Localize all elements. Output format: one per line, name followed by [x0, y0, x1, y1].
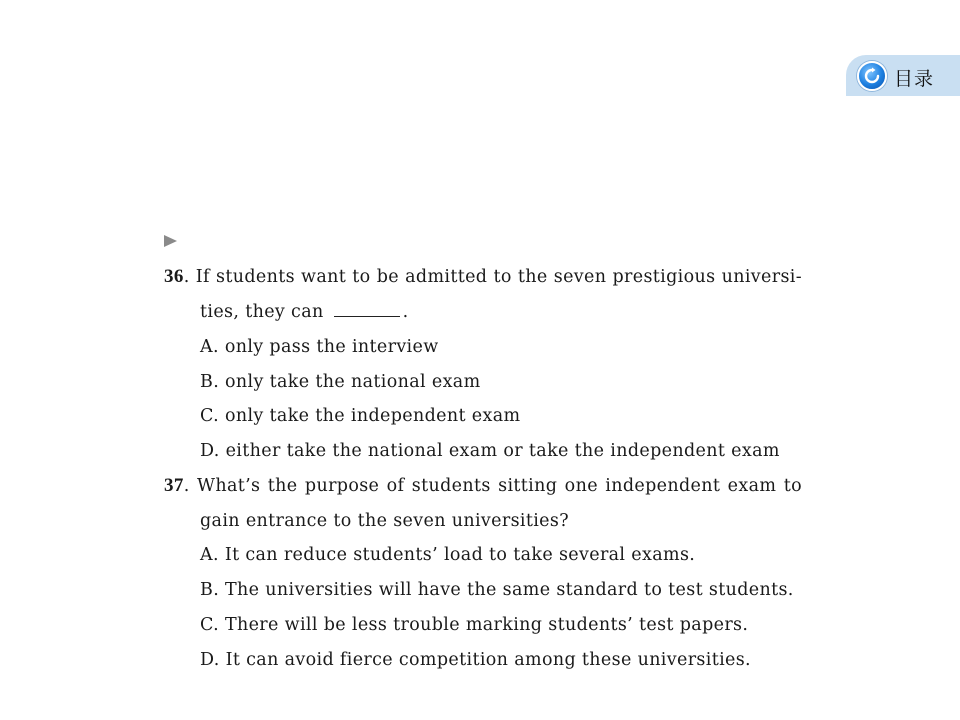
option-36-d: D. either take the national exam or take the independent exam — [200, 441, 780, 461]
option-37-a: A. It can reduce students’ load to take several exams. — [200, 545, 696, 565]
question-37-stem-line-2: gain entrance to the seven universities? — [200, 511, 569, 531]
toc-button[interactable] — [846, 55, 960, 96]
question-text: . What’s the purpose of students sitting one independent exam to — [183, 476, 802, 496]
question-number: 37 — [164, 475, 184, 496]
question-text: . If students want to be admitted to the seven prestigious universi- — [183, 267, 802, 287]
option-36-b: B. only take the national exam — [200, 372, 481, 392]
option-37-b: B. The universities will have the same standard to test students. — [200, 580, 794, 600]
option-36-c: C. only take the independent exam — [200, 406, 521, 426]
option-37-c: C. There will be less trouble marking students’ test papers. — [200, 615, 749, 635]
question-text: ties, they can — [200, 302, 324, 322]
toc-label: 目录 — [894, 68, 935, 90]
question-36-stem-line-2 — [200, 300, 409, 324]
question-text: . — [402, 302, 409, 322]
option-36-a: A. only pass the interview — [200, 337, 439, 357]
answer-blank — [334, 300, 400, 317]
refresh-circle-icon — [857, 61, 887, 91]
play-marker-icon — [164, 235, 177, 247]
question-36-stem-line-1 — [164, 265, 802, 289]
question-number: 36 — [164, 266, 184, 287]
question-37-stem-line-1 — [164, 474, 802, 498]
option-37-d: D. It can avoid fierce competition among these universities. — [200, 650, 751, 670]
